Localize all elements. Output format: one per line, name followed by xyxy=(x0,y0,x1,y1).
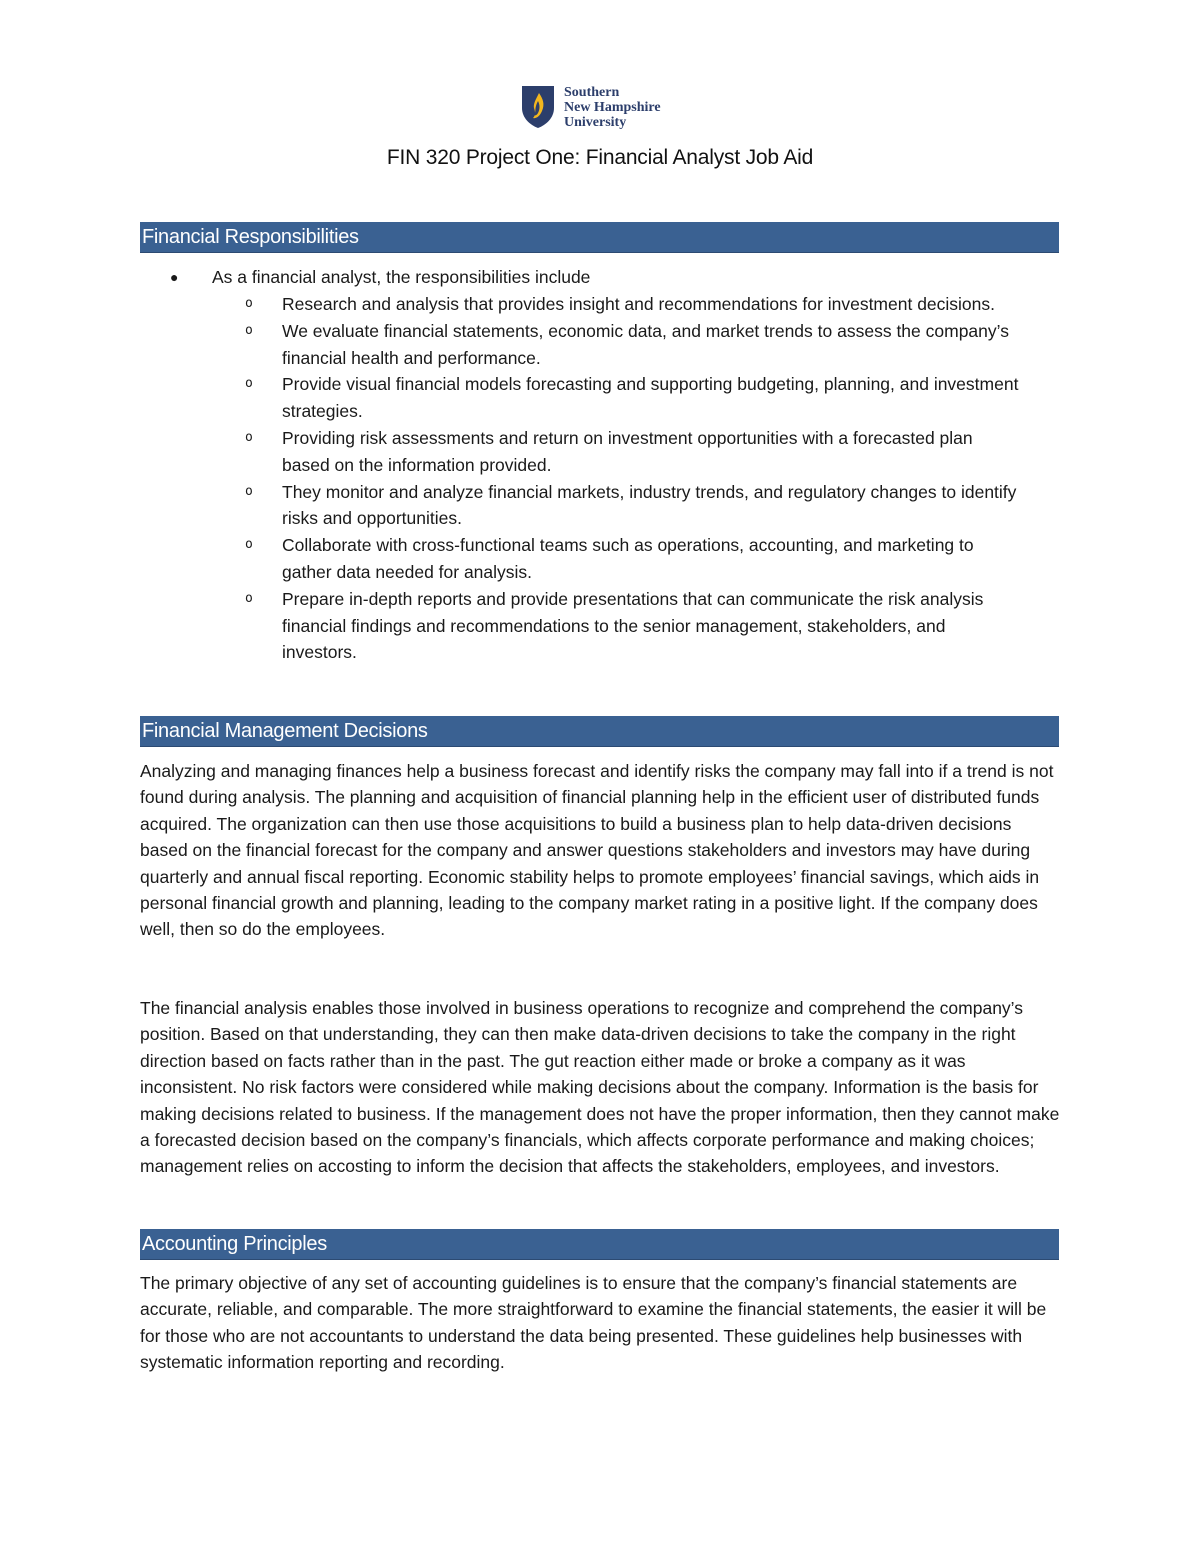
circle-bullet-icon: o xyxy=(245,537,253,553)
accounting-paragraph: The primary objective of any set of accounting guidelines is to ensure that the company’s financial statements are accurate, reliable, and comparable. The more straightforward to examine the financial statements, the easier it will be for those who are not accountants to understand the data being presented. These guidelines help businesses with systematic information reporting and recording. xyxy=(140,1273,1047,1373)
bullet-dot-icon: ● xyxy=(170,269,179,285)
bullet-intro xyxy=(170,264,590,291)
list-item: o Provide visual financial models forecasting and supporting budgeting, planning, and investment strategies. xyxy=(245,371,1025,425)
shield-flame-icon xyxy=(520,84,556,130)
logo-line-3: University xyxy=(564,114,627,130)
circle-bullet-icon: o xyxy=(245,483,253,499)
list-item: o They monitor and analyze financial markets, industry trends, and regulatory changes to identify risks and opportunities. xyxy=(245,479,1025,533)
circle-bullet-icon: o xyxy=(245,376,253,392)
document-title: FIN 320 Project One: Financial Analyst Job Aid xyxy=(386,146,814,169)
circle-bullet-icon: o xyxy=(245,322,253,338)
management-paragraph-1: Analyzing and managing finances help a business forecast and identify risks the company may fall into if a trend is not found during analysis. The planning and acquisition of financial planning help in the efficient user of distributed funds acquired. The organization can then use those acquisitions to build a business plan to help data-driven decisions based on the financial forecast for the company and answer questions stakeholders and investors may have during quarterly and annual fiscal reporting. Economic stability helps to promote employees’ financial savings, which aids in personal financial growth and planning, leading to the company market rating in a positive light. If the company does well, then so do the employees. xyxy=(140,761,1054,940)
circle-bullet-icon: o xyxy=(245,590,253,606)
circle-bullet-icon: o xyxy=(245,429,253,445)
list-item: o Providing risk assessments and return on investment opportunities with a forecasted plan based on the information provided. xyxy=(245,425,1025,479)
management-paragraph-2: The financial analysis enables those involved in business operations to recognize and comprehend the company’s position. Based on that understanding, they can then make data-driven decisions to take the company in the right direction based on facts rather than in the past. The gut reaction either made or broke a company as it was inconsistent. No risk factors were considered while making decisions about the company. Information is the basis for making decisions related to business. If the management does not have the proper information, then they cannot make a forecasted decision based on the company’s financials, which affects corporate performance and making choices; management relies on accosting to inform the decision that affects the stakeholders, employees, and investors. xyxy=(140,998,1060,1177)
university-logo xyxy=(520,84,661,130)
list-item: o Collaborate with cross-functional teams such as operations, accounting, and marketing to gather data needed for analysis. xyxy=(245,532,1025,586)
section-heading-management: Financial Management Decisions xyxy=(140,716,1059,747)
circle-bullet-icon: o xyxy=(245,296,253,311)
responsibilities-list xyxy=(245,291,1025,666)
bullet-intro-text: As a financial analyst, the responsibilities include xyxy=(212,267,591,287)
section-heading-accounting: Accounting Principles xyxy=(140,1229,1059,1260)
section-heading-responsibilities: Financial Responsibilities xyxy=(140,222,1059,253)
logo-line-2: New Hampshire xyxy=(564,99,661,115)
list-item: o Research and analysis that provides insight and recommendations for investment decisions. xyxy=(245,291,1025,318)
list-item: o Prepare in-depth reports and provide presentations that can communicate the risk analysis financial findings and recommendations to the senior management, stakeholders, and investors. xyxy=(245,586,1025,666)
logo-line-1: Southern xyxy=(564,84,620,100)
list-item: o We evaluate financial statements, economic data, and market trends to assess the company’s financial health and performance. xyxy=(245,318,1025,372)
logo-wordmark xyxy=(564,85,661,130)
